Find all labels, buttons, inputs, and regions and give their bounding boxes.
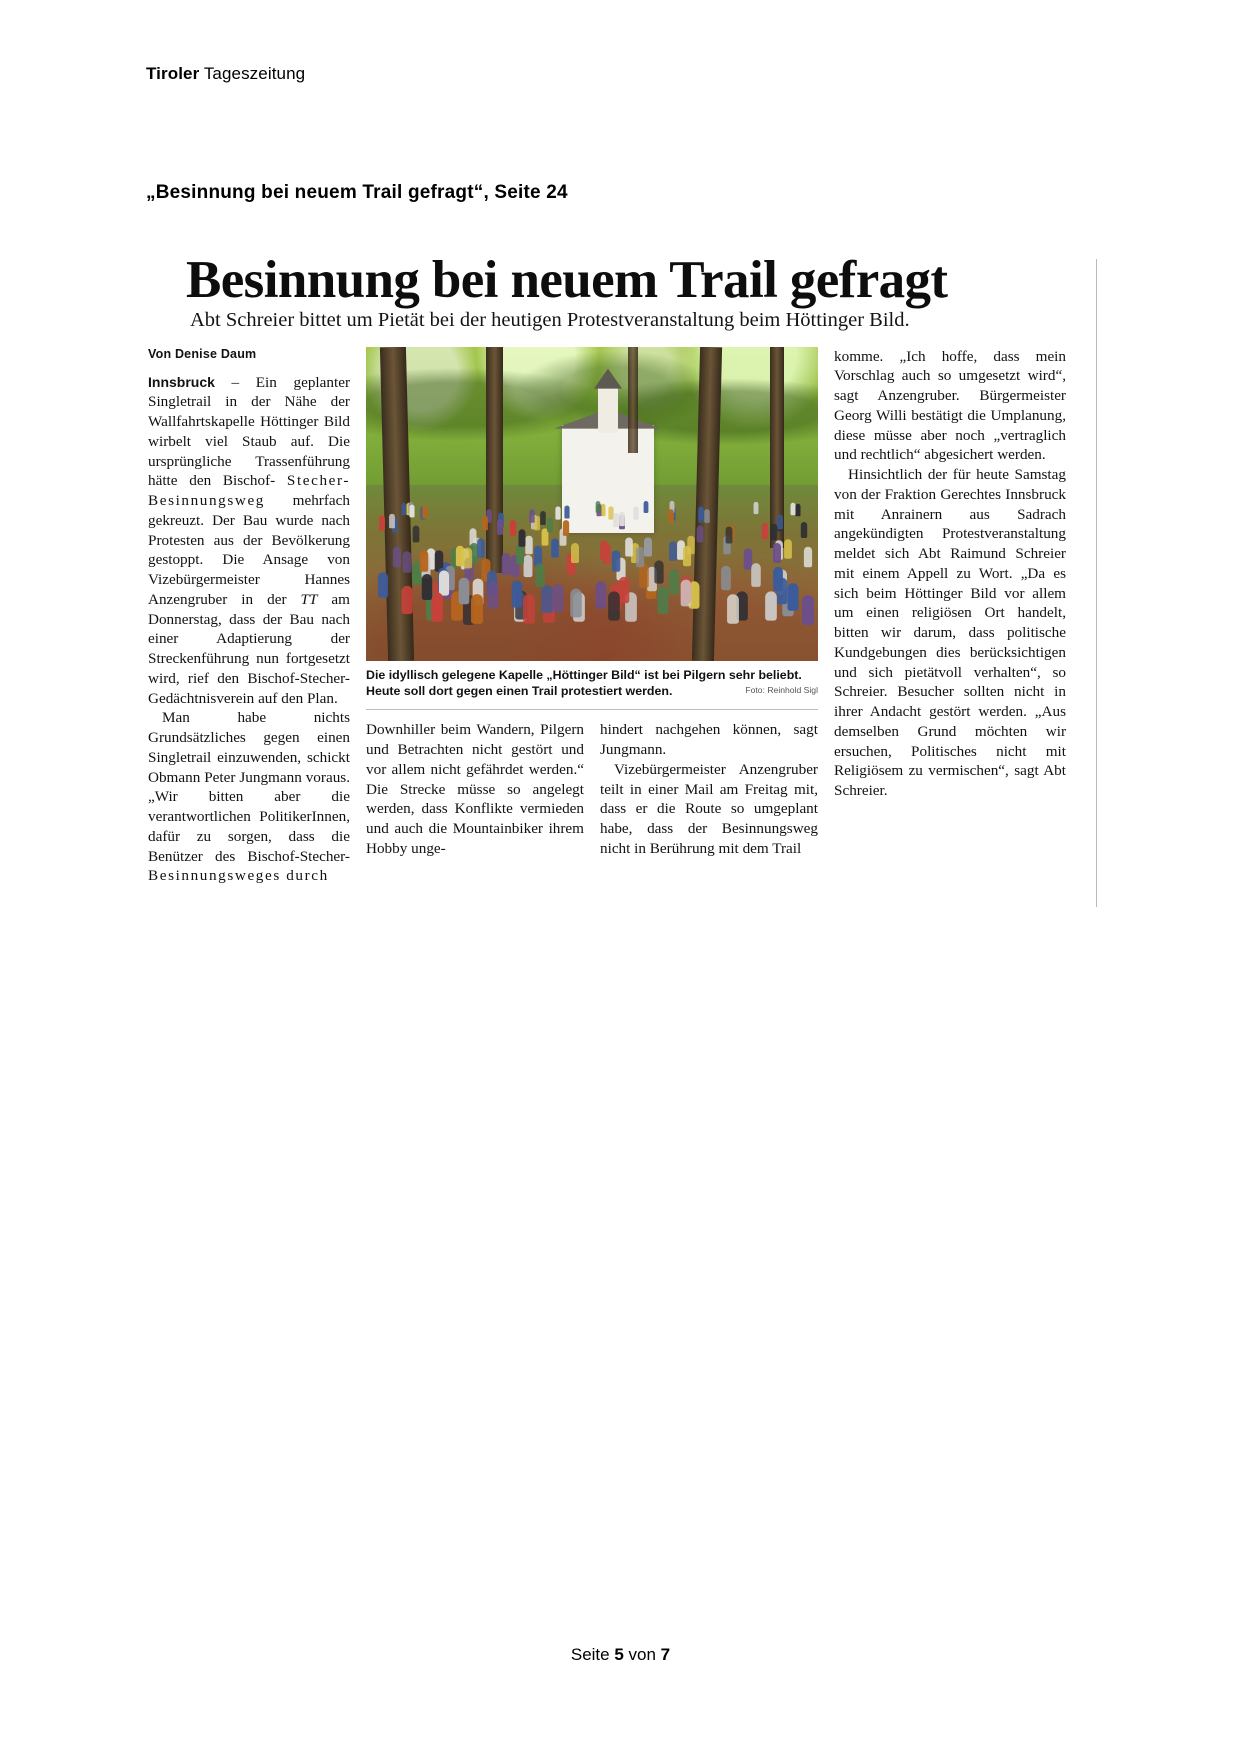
publication-name-strong: Tiroler [146,64,200,83]
crowd-figure [704,510,710,524]
caption-rule [366,709,818,710]
mid-paragraph-b2: Vizebürgermeister Anzengruber teilt in einer Mail am Freitag mit, dass er die Route so umgeplant habe, dass der Besinnungsweg nicht in Berührung mit dem Trail [600,760,818,857]
crowd-figure [654,560,663,583]
crowd-figure [688,536,695,555]
crowd-figure [412,526,419,543]
crowd-figure [431,593,443,622]
crowd-figure [410,505,415,518]
byline: Von Denise Daum [148,346,257,361]
publication-name-rest: Tageszeitung [199,64,306,83]
crowd-figure [525,535,532,554]
right-paragraph-2: Hinsichtlich der für heute Samstag von der Fraktion Gerechtes Innsbruck mit Anrainern aus Sadrach angekündigten Protestveranstaltung meldet sich Abt Raimund Schreier mit einem Appell zu Wort. „Da es sich beim Höttinger Bild vor allem um einen religiösen Ort handelt, bitten wir darum, dass politische Kundgebungen dies berücksichtigen und sich pietätvoll verhalten“, so Schreier. Besucher sollten nicht in ihrer Andacht gestört werden. „Aus demselben Grund möchten wir ersuchen, Politisches nicht mit Religiösem zu vermischen“, sagt Abt Schreier. [834,466,1066,800]
crowd-figure [512,580,523,607]
crowd-figure [458,578,469,605]
crowd-figure [765,592,777,621]
crowd-figure [477,538,485,557]
crowd-figure [541,585,552,613]
tree-trunk [628,347,638,454]
left-p1-after: mehrfach gekreuzt. Der Bau wurde nach Protesten aus der Bevölkerung gestoppt. Die Ansage von Vizebürgermeister Hannes Anzengruber in der [148,492,350,608]
crowd-figure [519,529,526,546]
crowd-figure [603,544,611,564]
left-paragraph-1 [148,373,350,709]
left-p1-tail: am Donnerstag, dass der Bau nach einer Adaptierung der Streckenführung nun fortgesetzt wird, rief den Bischof-Stecher-Gedächtnisverein auf den Plan. [148,590,350,707]
crowd-figure [570,589,582,618]
crowd-figure [644,501,649,513]
column-left [148,347,350,887]
crowd-figure [547,517,553,532]
photo-caption-text: Die idyllisch gelegene Kapelle „Höttinger Bild“ ist bei Pilgern sehr beliebt. Heute soll dort gegen einen Trail protestiert werden. [366,667,802,698]
crowd-figure [529,510,534,524]
crowd-figure [791,503,796,515]
footer-total-pages: 7 [660,1645,671,1664]
crowd-figure [422,505,427,518]
crowd-figure [796,504,801,517]
crowd-figure [402,551,411,573]
crowd-figure [727,594,739,624]
footer-page-number: 5 [614,1645,624,1664]
crowd-figure [389,514,395,529]
crowd-figure [488,582,499,609]
column-middle [366,347,818,859]
crowd-figure [668,570,678,595]
crowd-figure [680,579,691,606]
crowd-figure [644,537,652,556]
crowd-figure [773,543,781,563]
middle-subcolumns [366,720,818,858]
page-footer [0,1645,1241,1665]
crowd-figure [420,550,429,571]
crowd-figure [619,512,625,526]
photo-caption [366,667,818,700]
crowd-figure [612,551,621,572]
lead-place: Innsbruck [148,373,215,390]
clipping-subheadline: Abt Schreier bittet um Pietät bei der heutigen Protestveranstaltung beim Höttinger Bild. [190,309,910,332]
crowd-figure [802,595,814,625]
crowd-figure [761,523,767,539]
crowd-figure [464,547,472,568]
right-paragraph-1: komme. „Ich hoffe, dass mein Vorschlag auch so umgesetzt wird“, sagt Anzengruber. Bürgermeister Georg Willi bestätigt die Umplanung, diese müsse aber noch „vertraglich und rechtlich“ abgesichert werden. [834,347,1066,464]
crowd-figure [551,539,559,558]
middle-subcolumn-a [366,720,584,858]
crowd-figure [402,586,413,614]
crowd-figure [668,509,673,523]
crowd-figure [698,507,703,520]
photo-block [366,347,818,711]
photo-credit: Foto: Reinhold Sigl [745,684,818,695]
crowd-figure [669,541,677,561]
crowd-figure [726,527,733,544]
footer-middle: von [623,1645,661,1664]
crowd-figure [497,519,503,535]
left-p1-tracked: Stecher-Besinnungsweg [148,472,350,510]
crowd-figure [619,577,630,603]
crowd-figure [636,546,644,567]
left-p1-italic: TT [300,590,318,608]
crowd-figure [393,547,401,568]
clipping-columns [148,347,1093,887]
footer-prefix: Seite [570,1645,615,1664]
middle-subcolumn-b [600,720,818,858]
crowd-figure [534,516,540,531]
pilgrim-crowd [366,497,818,617]
crowd-figure [696,526,703,543]
crowd-figure [552,584,563,612]
crowd-figure [555,506,560,519]
crowd-figure [595,501,600,513]
crowd-figure [524,555,533,577]
crowd-figure [564,506,569,519]
crowd-figure [482,516,488,531]
crowd-figure [571,543,579,563]
crowd-figure [510,521,516,537]
crowd-figure [378,572,388,598]
crowd-figure [471,594,483,624]
publication-header [146,64,305,84]
crowd-figure [754,502,759,514]
chapel-tower [598,387,618,433]
crowd-figure [801,522,807,538]
article-reference-line: „Besinnung bei neuem Trail gefragt“, Seite 24 [146,182,568,203]
crowd-figure [563,520,569,536]
crowd-figure [439,570,449,595]
clipping-headline: Besinnung bei neuem Trail gefragt [186,251,948,309]
left-p2-tracked: Besinnungsweges durch [148,867,329,885]
left-paragraph-2 [148,708,350,886]
newspaper-clipping [148,253,1093,886]
mid-paragraph-a: Downhiller beim Wandern, Pilgern und Betrachten nicht gestört und vor allem nicht gefährdet werden.“ Die Strecke müsse so angelegt werden, dass Konflikte vermieden und auch die Mountainbiker ihrem Hobby unge- [366,721,584,857]
crowd-figure [422,574,432,600]
crowd-figure [523,594,535,624]
crowd-figure [751,563,761,587]
crowd-figure [658,586,669,614]
crowd-figure [595,582,606,609]
column-right [834,347,1066,801]
crowd-figure [721,566,731,590]
crowd-figure [803,546,811,567]
clipping-right-rule [1096,259,1097,907]
crowd-figure [771,524,778,540]
lead-dash: – [214,373,256,391]
crowd-figure [777,514,783,529]
crowd-figure [633,507,638,520]
crowd-figure [784,539,792,558]
crowd-figure [608,591,620,620]
article-photo [366,347,818,661]
left-p2-text: Man habe nichts Grundsätzliches gegen einen Singletrail einzuwenden, schickt Obmann Peter Jungmann voraus. „Wir bitten aber die verantwortlichen PolitikerInnen, dafür zu sorgen, dass die Benützer des Bischof-Stecher- [148,709,350,865]
left-p1-rest: Ein geplanter Singletrail in der Nähe der Wallfahrtskapelle Höttinger Bild wirbelt viel Staub auf. Die ursprüngliche Trassenführung hätte den Bischof- [148,373,351,490]
crowd-figure [502,553,511,575]
crowd-figure [787,583,798,611]
crowd-figure [540,511,546,525]
crowd-figure [625,538,633,557]
mid-paragraph-b1: hindert nachgehen können, sagt Jungmann. [600,721,818,759]
crowd-figure [773,566,783,590]
crowd-figure [379,516,385,531]
crowd-figure [455,545,463,566]
crowd-figure [535,563,545,587]
